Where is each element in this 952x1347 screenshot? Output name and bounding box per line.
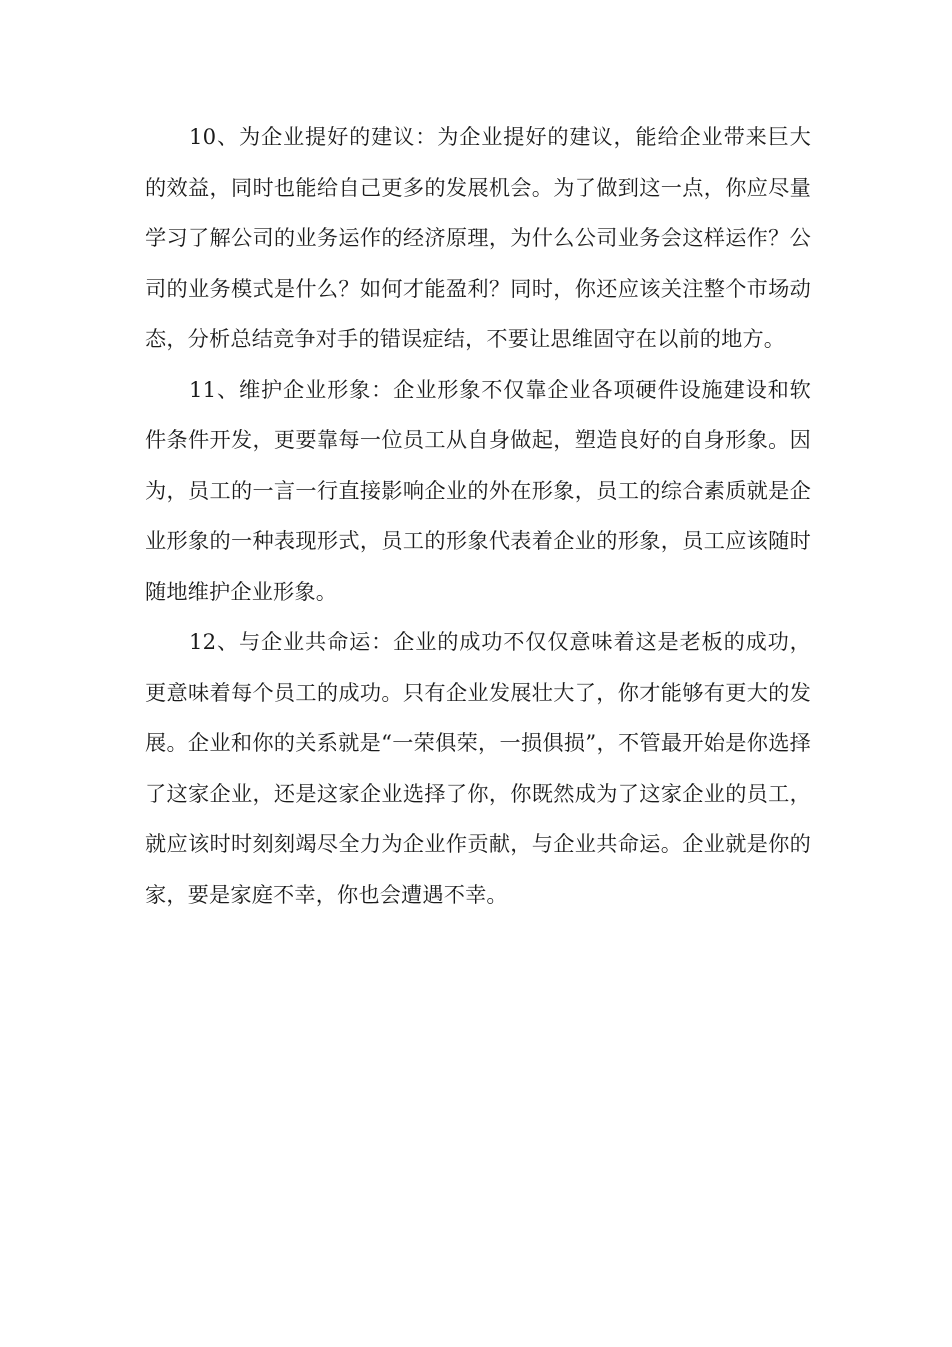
paragraph-corporate-image: 11、维护企业形象：企业形象不仅靠企业各项硬件设施建设和软件条件开发，更要靠每一位员工从自身做起，塑造良好的自身形象。因为，员工的一言一行直接影响企业的外在形象，员工的综合素质就是企业形象的一种表现形式，员工的形象代表着企业的形象，员工应该随时随地维护企业形象。 — [145, 376, 811, 604]
paragraph-shared-destiny: 12、与企业共命运：企业的成功不仅仅意味着这是老板的成功，更意味着每个员工的成功。只有企业发展壮大了，你才能够有更大的发展。企业和你的关系就是“一荣俱荣，一损俱损”，不管最开始是你选择了这家企业，还是这家企业选择了你，你既然成为了这家企业的员工，就应该时时刻刻竭尽全力为企业作贡献，与企业共命运。企业就是你的家，要是家庭不幸，你也会遭遇不幸。 — [145, 629, 811, 907]
document-body — [145, 112, 811, 920]
paragraph-suggestions: 10、为企业提好的建议：为企业提好的建议，能给企业带来巨大的效益，同时也能给自己更多的发展机会。为了做到这一点，你应尽量学习了解公司的业务运作的经济原理，为什么公司业务会这样运作？公司的业务模式是什么？如何才能盈利？同时，你还应该关注整个市场动态，分析总结竞争对手的错误症结，不要让思维固守在以前的地方。 — [145, 124, 811, 351]
